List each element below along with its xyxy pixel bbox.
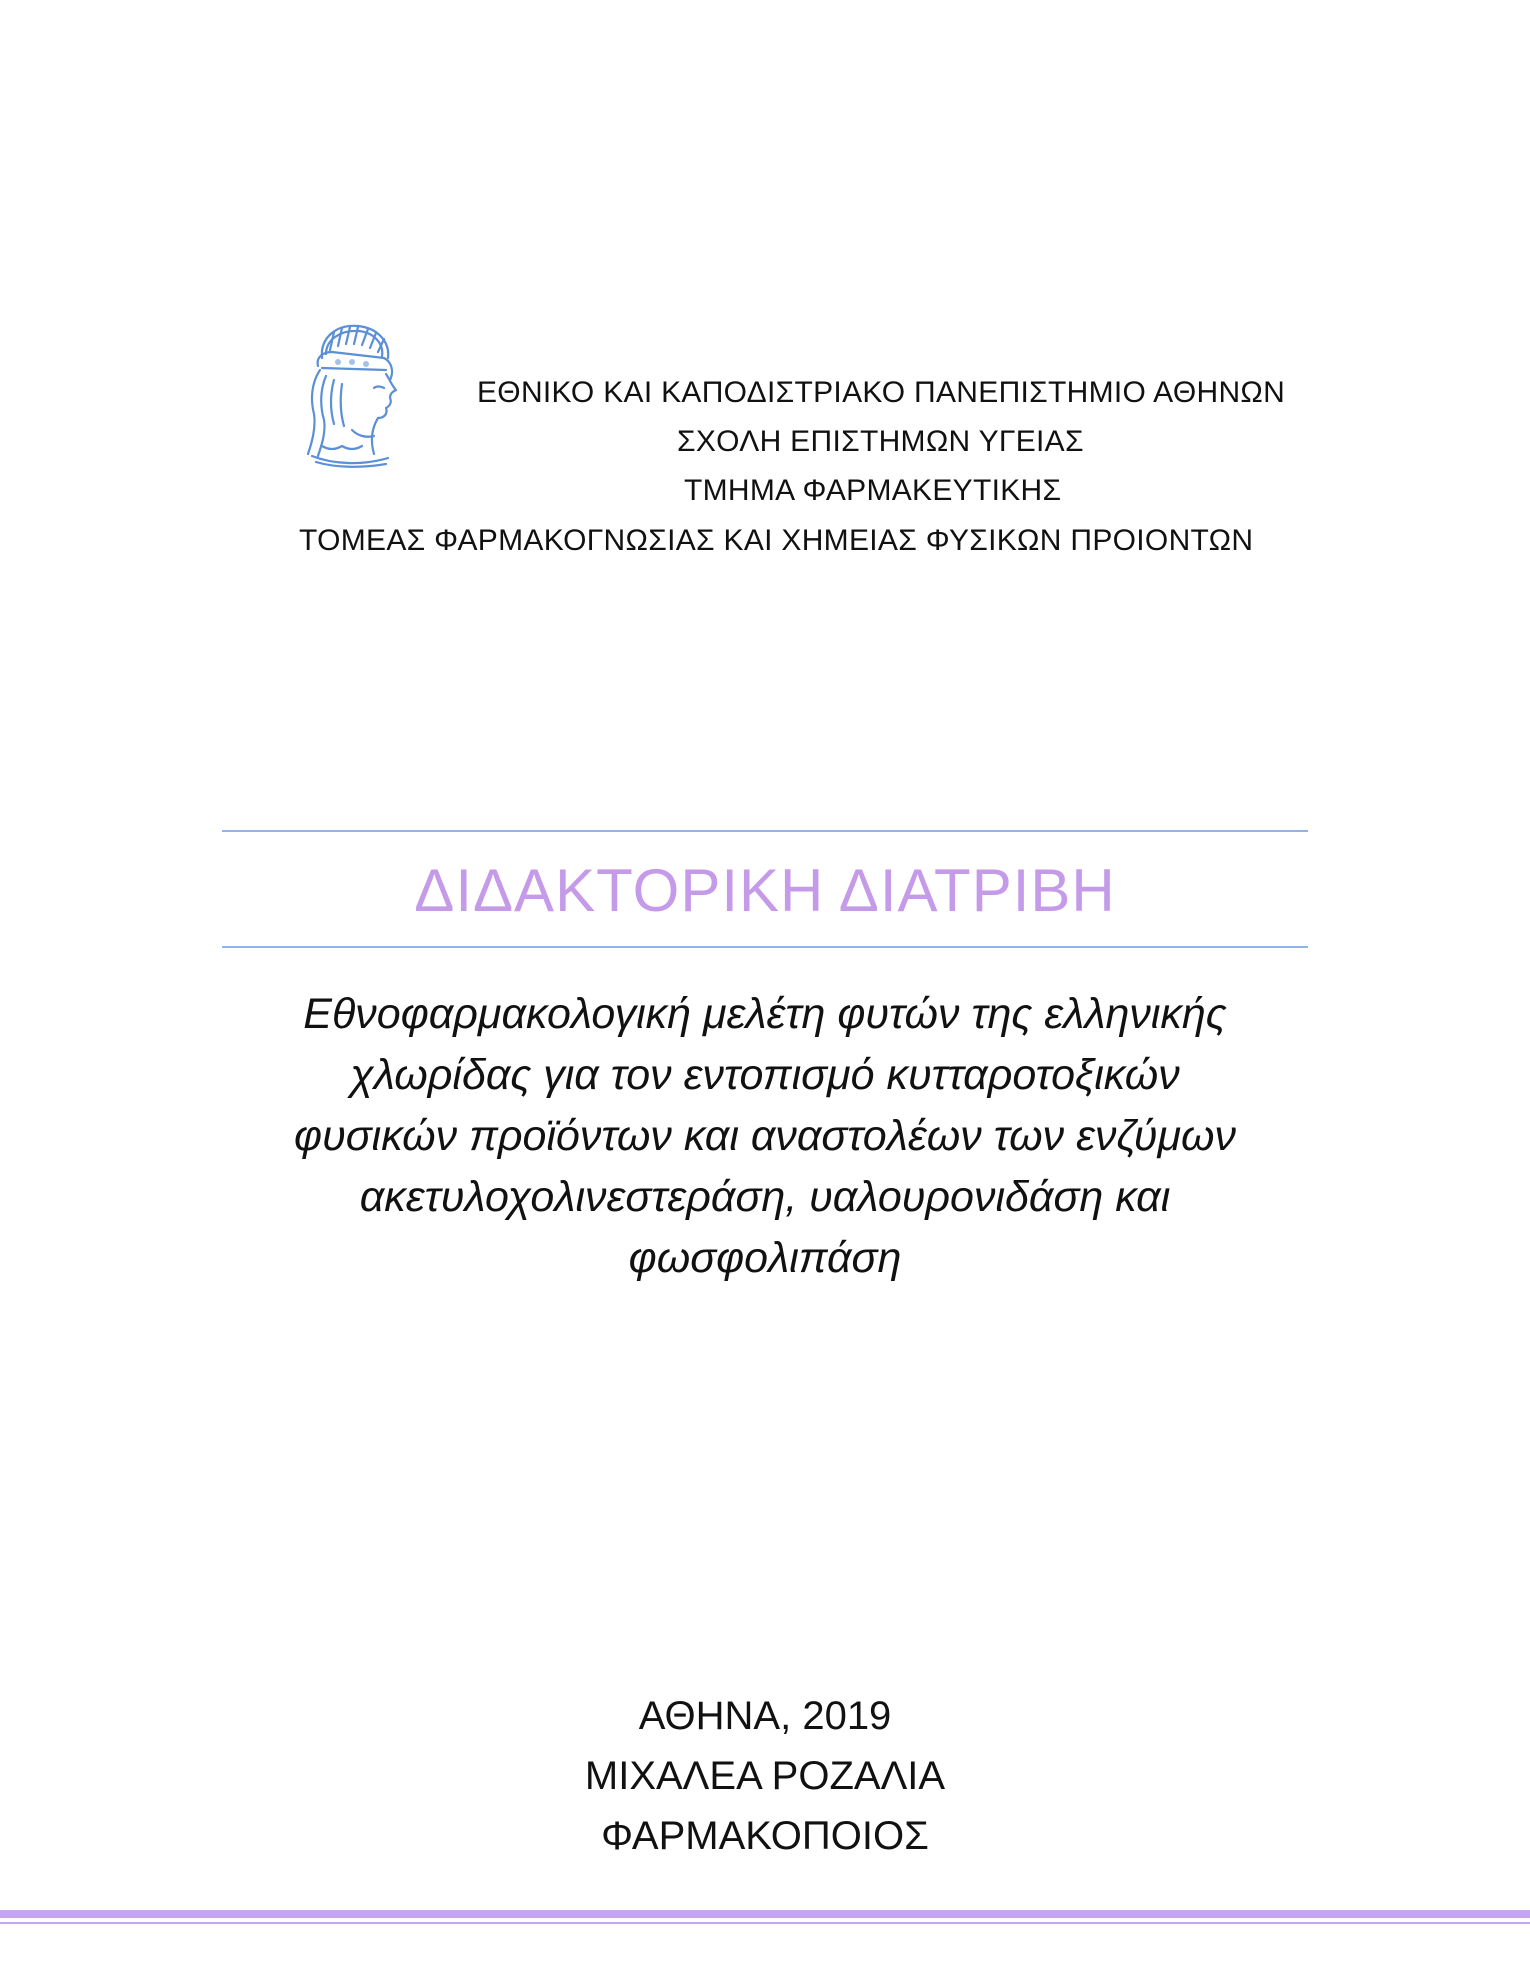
- bottom-border-thin: [0, 1922, 1530, 1924]
- division-name: ΤΟΜΕΑΣ ΦΑΡΜΑΚΟΓΝΩΣΙΑΣ ΚΑΙ ΧΗΜΕΙΑΣ ΦΥΣΙΚΩΝ ΠΡΟΙΟΝΤΩΝ: [299, 524, 1254, 557]
- author-profession: ΦΑΡΜΑΚΟΠΟΙΟΣ: [601, 1814, 929, 1858]
- thesis-title-line: φυσικών προϊόντων και αναστολέων των ενζύμων: [294, 1112, 1236, 1160]
- athena-head-icon: [292, 318, 400, 468]
- bottom-divider: [222, 946, 1308, 948]
- author-block: [0, 1686, 1530, 1866]
- thesis-title-line: χλωρίδας για τον εντοπισμό κυτταροτοξικών: [350, 1051, 1180, 1099]
- document-type: ΔΙΔΑΚΤΟΡΙΚΗ ΔΙΑΤΡΙΒΗ: [414, 857, 1116, 924]
- department-name: ΤΜΗΜΑ ΦΑΡΜΑΚΕΥΤΙΚΗΣ: [684, 474, 1062, 507]
- thesis-title-line: ακετυλοχολινεστεράση, υαλουρονιδάση και: [359, 1173, 1171, 1221]
- place-year: ΑΘΗΝΑ, 2019: [638, 1694, 892, 1738]
- top-divider: [222, 830, 1308, 832]
- author-name: ΜΙΧΑΛΕΑ ΡΟΖΑΛΙΑ: [584, 1754, 946, 1798]
- bottom-border-thick: [0, 1910, 1530, 1918]
- thesis-title: [230, 984, 1300, 1289]
- university-name: ΕΘΝΙΚΟ ΚΑΙ ΚΑΠΟΔΙΣΤΡΙΑΚΟ ΠΑΝΕΠΙΣΤΗΜΙΟ ΑΘΗΝΩΝ: [477, 376, 1286, 409]
- school-name: ΣΧΟΛΗ ΕΠΙΣΤΗΜΩΝ ΥΓΕΙΑΣ: [677, 425, 1084, 458]
- thesis-title-line: φωσφολιπάση: [628, 1234, 902, 1282]
- thesis-title-line: Εθνοφαρμακολογική μελέτη φυτών της ελληνικής: [303, 990, 1227, 1038]
